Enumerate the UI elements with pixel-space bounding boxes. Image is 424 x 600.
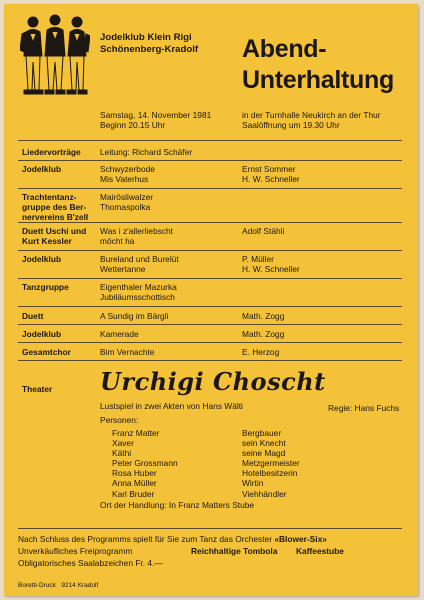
event-title-line2: Unterhaltung — [242, 66, 394, 94]
program-row-performer: Trachtentanz- gruppe des Ber- nervereins B'zell — [22, 192, 89, 222]
event-date — [100, 110, 211, 130]
program-row-composers: E. Herzog — [242, 347, 280, 357]
date-line: Samstag, 14. November 1981 — [100, 110, 212, 120]
program-row-songs: Schwyzerbode Mis Vaterhus — [100, 164, 155, 184]
program-row-performer: Jodelklub — [22, 164, 62, 174]
program-row-performer: Duett — [22, 311, 44, 321]
program-row-songs: Bureland und Burelüt Wettertanne — [100, 254, 179, 274]
cast-role: sein Knecht — [242, 438, 286, 449]
cast-name: Karl Bruder — [112, 488, 155, 499]
cast-role: Wirtin — [242, 478, 264, 489]
cast-roles — [242, 428, 300, 499]
program-row-performer: Jodelklub — [22, 329, 62, 339]
club-name-line2: Schönenberg-Kradolf — [100, 44, 199, 55]
program-row-performer: Gesamtchor — [22, 347, 71, 357]
divider — [18, 306, 402, 307]
program-row-performer: Jodelklub — [22, 254, 62, 264]
program-sheet — [4, 4, 418, 596]
kaffeestube: Kaffeestube — [296, 546, 344, 556]
event-title-line1: Abend- — [242, 35, 327, 63]
program-row-songs: Mairösliwalzer Thomaspolka — [100, 192, 154, 212]
program-row-songs: Bim Vernachte — [100, 347, 155, 357]
program-row-composers: Ernst Sommer H. W. Schneller — [242, 164, 300, 184]
yodelers-logo — [20, 12, 90, 98]
venue-line: in der Turnhalle Neukirch an der Thur — [242, 110, 381, 120]
program-row-performer: Duett Uschi und Kurt Kessler — [22, 226, 87, 246]
program-row-songs: Was i z'allerliebscht möcht ha — [100, 226, 173, 246]
start-time-line: Beginn 20.15 Uhr — [100, 120, 166, 130]
cast-role: Hotelbesitzerin — [242, 468, 298, 479]
tombola: Reichhaltige Tombola — [191, 546, 278, 556]
divider — [18, 278, 402, 279]
cast-name: Franz Matter — [112, 428, 160, 438]
program-row-composers: P. Müller H. W. Schneller — [242, 254, 300, 274]
divider — [18, 160, 402, 161]
program-row-songs: A Sundig im Bärgli — [100, 311, 169, 321]
program-row-composers: Math. Zogg — [242, 329, 285, 339]
event-title — [242, 34, 394, 96]
cast-role: Viehhändler — [242, 488, 287, 499]
printer-imprint: Boretti-Druck 9214 Kradolf — [18, 582, 99, 589]
divider — [18, 342, 402, 343]
program-row-songs: Kamerade — [100, 329, 139, 339]
program-row-composers: Adolf Stähli — [242, 226, 285, 236]
persons-heading: Personen: — [100, 415, 139, 425]
divider — [18, 360, 402, 361]
entry-badge: Obligatorisches Saalabzeichen Fr. 4.— — [18, 558, 163, 568]
band-name: «Blower-Six» — [274, 534, 327, 544]
play-title: Urchigi Choscht — [100, 367, 326, 396]
play-subtitle: Lustspiel in zwei Akten von Hans Wälti — [100, 401, 243, 411]
event-venue — [242, 110, 381, 130]
theater-label: Theater — [22, 384, 53, 394]
dance-text: Nach Schluss des Programms spielt für Sie zum Tanz das Orchester — [18, 534, 275, 544]
dance-line — [18, 534, 327, 544]
cast-names — [112, 428, 178, 499]
play-director: Regie: Hans Fuchs — [328, 403, 400, 413]
cast-role: Bergbauer — [242, 428, 282, 438]
play-setting: Ort der Handlung: In Franz Matters Stube — [100, 500, 255, 510]
cast-name: Käthi — [112, 448, 132, 459]
header-divider — [18, 140, 402, 141]
club-name — [100, 32, 198, 56]
cast-name: Anna Müller — [112, 478, 157, 489]
program-row-songs: Eigenthaler Mazurka Jubiläumsschottisch — [100, 282, 177, 302]
cast-name: Peter Grossmann — [112, 458, 178, 469]
cast-role: seine Magd — [242, 448, 286, 459]
program-row-composers: Math. Zogg — [242, 311, 285, 321]
divider — [18, 222, 402, 223]
cast-name: Xaver — [112, 438, 134, 449]
program-row-performer: Tanzgruppe — [22, 282, 69, 292]
divider — [18, 528, 402, 529]
divider — [18, 188, 402, 189]
cast-role: Metzgermeister — [242, 458, 300, 469]
club-name-line1: Jodelklub Klein Rigi — [100, 32, 192, 43]
doors-line: Saalöffnung um 19.30 Uhr — [242, 120, 340, 130]
divider — [18, 324, 402, 325]
program-row-songs: Leitung: Richard Schäfer — [100, 147, 193, 157]
program-row-performer: Liedervorträge — [22, 147, 81, 157]
cast-name: Rosa Huber — [112, 468, 157, 479]
free-program: Unverkäufliches Freiprogramm — [18, 546, 133, 556]
divider — [18, 250, 402, 251]
